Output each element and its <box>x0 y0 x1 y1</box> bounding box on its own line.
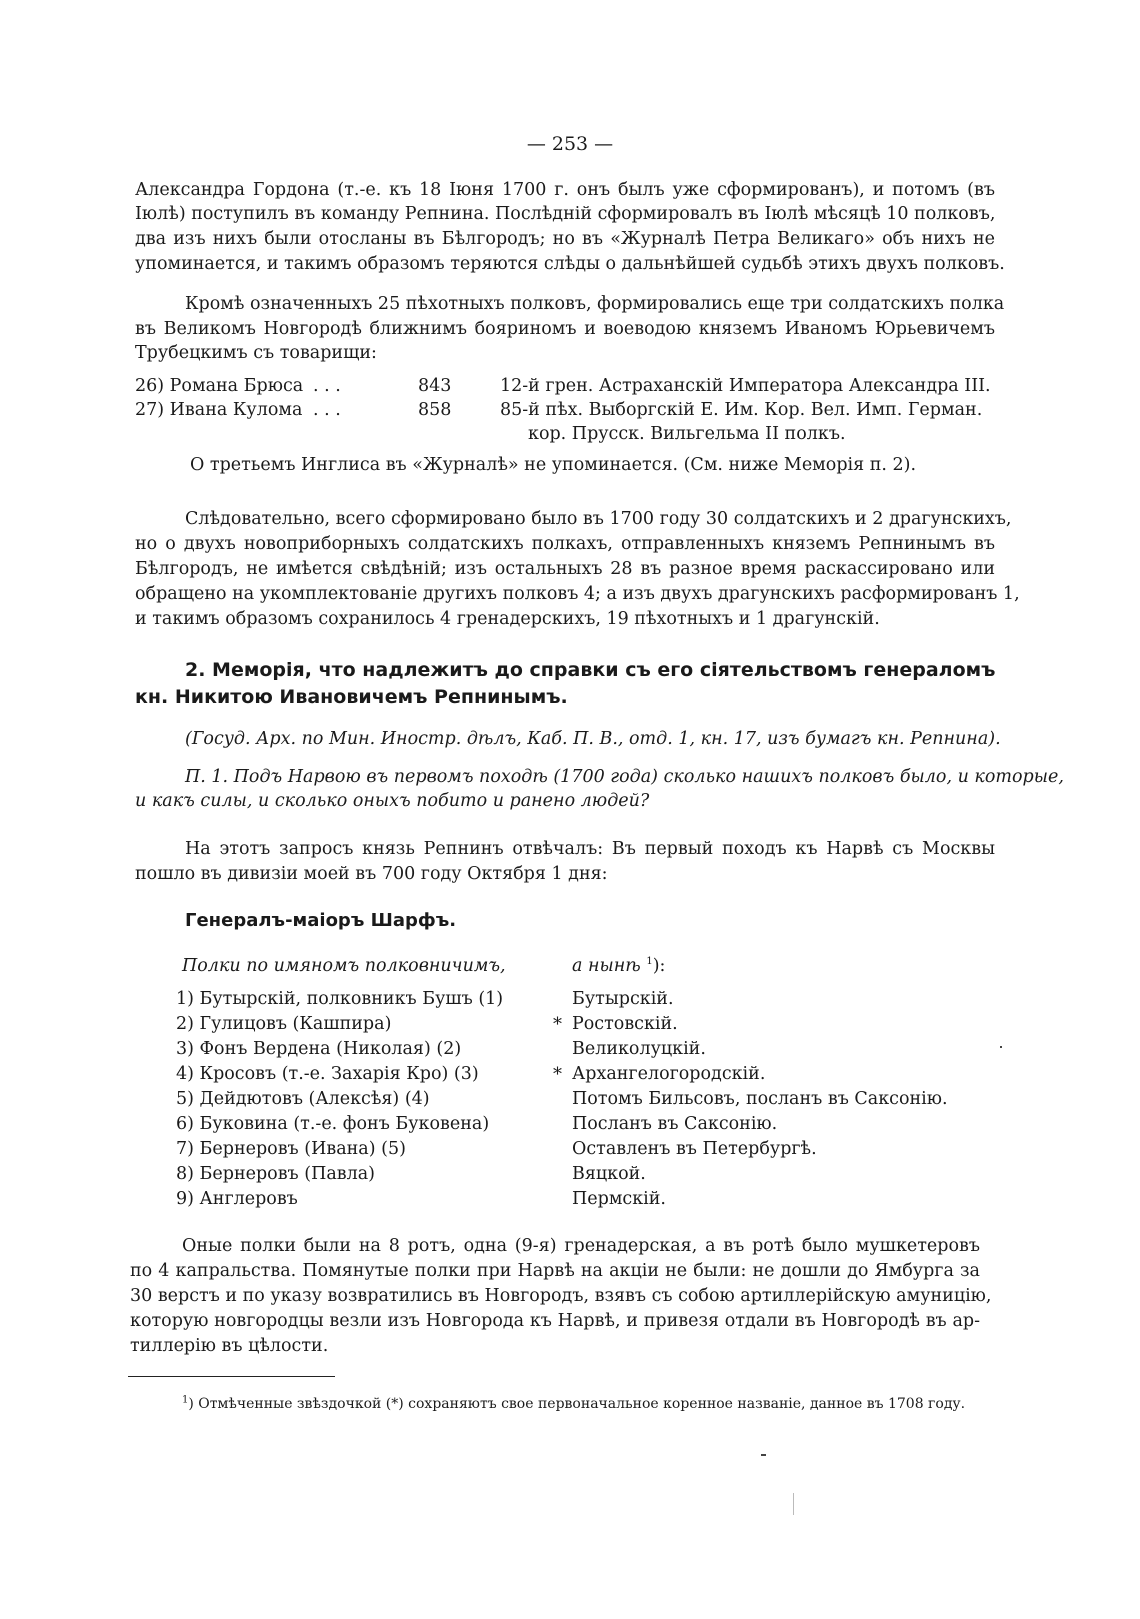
footnote-divider <box>128 1376 335 1377</box>
text-line: На этотъ запросъ князь Репнинъ отвѣчалъ: Въ первый походъ къ Нарвѣ съ Москвы <box>185 839 995 859</box>
general-heading: Генералъ-маiоръ Шарфъ. <box>185 910 457 931</box>
table-row-right: Вяцкой. <box>572 1164 646 1184</box>
text-line: которую новгородцы везли изъ Новгорода къ Нарвѣ, и привезя отдали въ Новгородѣ въ ар- <box>130 1311 980 1331</box>
text-line: Оные полки были на 8 ротъ, одна (9-я) гренадерская, а въ ротѣ было мушкетеровъ <box>182 1236 980 1256</box>
star-mark: * <box>553 1014 562 1035</box>
table-row-right: Пермскiй. <box>572 1189 666 1209</box>
regiment-dots: . . . <box>313 400 341 420</box>
text-line: Слѣдовательно, всего сформировано было въ 1700 году 30 солдатскихъ и 2 драгунскихъ, <box>185 509 1012 529</box>
text-line: обращено на укомплектованiе другихъ полковъ 4; а изъ двухъ драгунскихъ расформированъ 1, <box>135 584 1020 604</box>
regiment-name: 27) Ивана Кулома <box>135 400 303 420</box>
scan-speck <box>761 1454 766 1456</box>
footnote <box>182 1396 965 1412</box>
footnote-reference: 1 <box>646 956 653 968</box>
table-row-right: Архангелогородскiй. <box>572 1064 766 1084</box>
table-row-left: 4) Кросовъ (т.-е. Захарiя Кро) (3) <box>176 1064 479 1084</box>
scan-speck <box>793 1493 794 1515</box>
table-row-right: Посланъ въ Саксонiю. <box>572 1114 778 1134</box>
text-line: Бѣлгородъ, не имѣется свѣдѣнiй; изъ остальныхъ 28 въ разное время раскассировано или <box>135 559 995 579</box>
regiment-description: 12-й грен. Астраханскiй Императора Александра III. <box>500 376 991 396</box>
table-header-left: Полки по имяномъ полковничимъ, <box>182 956 506 976</box>
scan-speck <box>1000 1046 1002 1048</box>
table-row-left: 6) Буковина (т.-е. фонъ Буковена) <box>176 1114 490 1134</box>
table-row-right: Оставленъ въ Петербургѣ. <box>572 1139 817 1159</box>
section-heading-line: кн. Никитою Ивановичемъ Репнинымъ. <box>135 686 568 708</box>
text-line: 30 верстъ и по указу возвратились въ Новгородъ, взявъ съ собою артиллерiйскую амуницiю, <box>130 1286 992 1306</box>
regiment-description-continuation: кор. Прусск. Вильгельма II полкъ. <box>528 424 846 444</box>
footnote-mark: 1 <box>182 1394 189 1406</box>
text-line: пошло въ дивизiи моей въ 700 году Октября 1 дня: <box>135 864 608 884</box>
text-line: и такимъ образомъ сохранилось 4 гренадерскихъ, 19 пѣхотныхъ и 1 драгунскiй. <box>135 609 880 629</box>
table-row-left: 8) Бернеровъ (Павла) <box>176 1164 376 1184</box>
table-row-right: Потомъ Бильсовъ, посланъ въ Саксонiю. <box>572 1089 948 1109</box>
text-line: Кромѣ означенныхъ 25 пѣхотныхъ полковъ, формировались еще три солдатскихъ полка <box>185 294 1005 314</box>
regiment-value: 858 <box>418 400 452 420</box>
text-line: тиллерiю въ цѣлости. <box>130 1336 329 1356</box>
text-line: въ Великомъ Новгородѣ ближнимъ бояриномъ и воеводою княземъ Иваномъ Юрьевичемъ <box>135 319 995 339</box>
regiment-name: 26) Романа Брюса <box>135 376 304 396</box>
text-line: два изъ нихъ были отосланы въ Бѣлгородъ; но въ «Журналѣ Петра Великаго» объ нихъ не <box>135 229 995 249</box>
section-heading-line: 2. Меморiя, что надлежитъ до справки съ его сiятельствомъ генераломъ <box>185 659 996 681</box>
table-row-left: 2) Гулицовъ (Кашпира) <box>176 1014 392 1034</box>
text-line: Александра Гордона (т.-е. къ 18 Iюня 1700 г. онъ былъ уже сформированъ), и потомъ (въ <box>135 180 995 200</box>
table-row-left: 7) Бернеровъ (Ивана) (5) <box>176 1139 406 1159</box>
text-line: Iюлѣ) поступилъ въ команду Репнина. Послѣднiй сформировалъ въ Iюлѣ мѣсяцѣ 10 полковъ, <box>135 204 996 224</box>
third-regiment-note: О третьемъ Инглиса въ «Журналѣ» не упоминается. (См. ниже Меморiя п. 2). <box>190 455 917 475</box>
page-number: — 253 — <box>526 133 614 155</box>
source-citation: (Госуд. Арх. по Мин. Иностр. дѣлъ, Каб. П. В., отд. 1, кн. 17, изъ бумагъ кн. Репнина). <box>185 729 1001 749</box>
text-line: но о двухъ новоприборныхъ солдатскихъ полкахъ, отправленныхъ княземъ Репнинымъ въ <box>135 534 995 554</box>
star-mark: * <box>553 1064 562 1085</box>
table-row-right: Ростовскiй. <box>572 1014 678 1034</box>
table-row-left: 1) Бутырскiй, полковникъ Бушъ (1) <box>176 989 504 1009</box>
table-header-right: а нынѣ $^1$): <box>572 956 666 976</box>
table-row-left: 3) Фонъ Вердена (Николая) (2) <box>176 1039 462 1059</box>
text-line: и какъ силы, и сколько оныхъ побито и ранено людей? <box>135 791 650 811</box>
table-row-right: Великолуцкiй. <box>572 1039 706 1059</box>
regiment-description: 85-й пѣх. Выборгскiй Е. Им. Кор. Вел. Имп. Герман. <box>500 400 983 420</box>
text-line: Трубецкимъ съ товарищи: <box>135 343 377 363</box>
table-row-right: Бутырскiй. <box>572 989 674 1009</box>
table-row-left: 9) Англеровъ <box>176 1189 298 1209</box>
regiment-value: 843 <box>418 376 452 396</box>
regiment-dots: . . . <box>313 376 341 396</box>
text-line: упоминается, и такимъ образомъ теряются слѣды о дальнѣйшей судьбѣ этихъ двухъ полковъ. <box>135 254 1005 274</box>
table-row-left: 5) Дейдютовъ (Алексѣя) (4) <box>176 1089 430 1109</box>
footnote-text: ) Отмѣченные звѣздочкой (*) сохраняютъ свое первоначальное коренное названiе, данное въ 1708 году. <box>188 1396 966 1412</box>
text-line: по 4 капральства. Помянутые полки при Нарвѣ на акцiи не были: не дошли до Ямбурга за <box>130 1261 980 1281</box>
text-line: П. 1. Подъ Нарвою въ первомъ походѣ (1700 года) сколько нашихъ полковъ было, и которые, <box>185 767 1064 787</box>
